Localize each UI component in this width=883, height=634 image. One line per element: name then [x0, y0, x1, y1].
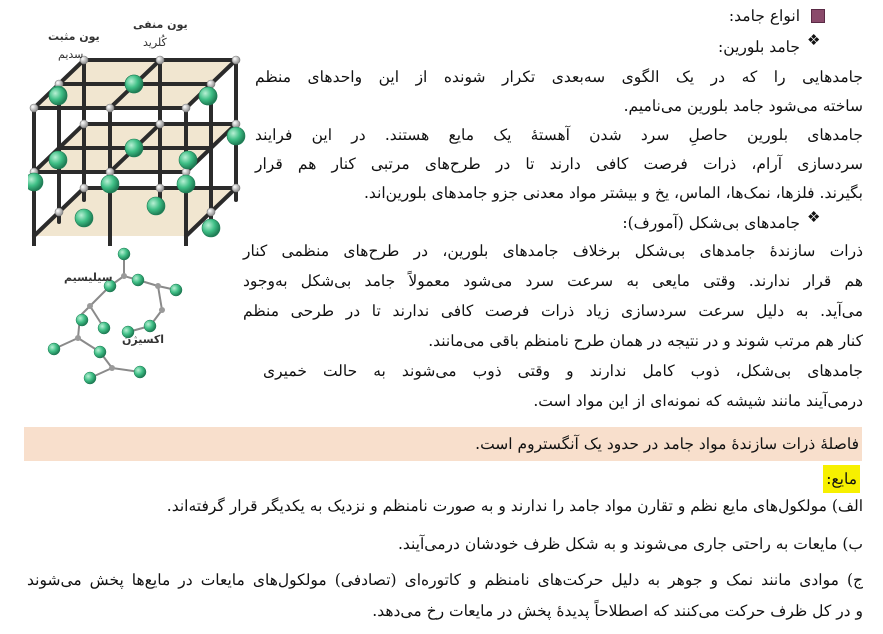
sodium-label: سدیم: [58, 48, 84, 61]
chloride-label: کُلرید: [143, 36, 167, 49]
amorphous-line: کنار هم مرتب شوند و در نتیجه در همان طرح نامنظم باقی می‌مانند.: [428, 332, 863, 350]
amorphous-line: جامدهای بی‌شکل، ذوب کامل ندارند و وقتی ذوب می‌شوند به حالت خمیری: [263, 362, 863, 380]
liquid-line: ب) مایعات به راحتی جاری می‌شوند و به شکل ظرف خودشان درمی‌آیند.: [397, 535, 863, 553]
four-diamond-icon: ❖: [807, 31, 821, 49]
note-text: فاصلهٔ ذرات سازندهٔ مواد جامد در حدود یک آنگستروم است.: [475, 435, 859, 453]
crystalline-line: بگیرند. فلزها، نمک‌ها، الماس، یخ و بیشتر مواد معدنی جزو جامدهای بلورین‌اند.: [364, 184, 863, 202]
liquid-line: و در کل ظرف حرکت می‌کنند که اصطلاحاً پدیدهٔ پخش در مایعات رخ می‌دهد.: [372, 602, 863, 620]
crystalline-line: سردسازی آرام، ذرات فرصت کافی دارند تا در طرح‌های مرتبی کنار هم قرار: [255, 155, 863, 173]
negative-ion-label: یون منفی: [133, 18, 188, 31]
crystalline-line: جامدهای بلورین حاصلِ سرد شدن آهستهٔ یک مایع هستند. در این فرایند: [255, 126, 863, 144]
amorphous-line: درمی‌آیند مانند شیشه که نمونه‌ای از این مواد است.: [533, 392, 863, 410]
silicon-label: سیلیسیم: [64, 271, 113, 284]
positive-ion-label: یون مثبت: [48, 30, 100, 43]
liquid-title: مایع:: [823, 465, 860, 493]
amorphous-glass-figure: [40, 246, 190, 391]
four-diamond-icon: ❖: [807, 208, 821, 226]
crystalline-title: جامد بلورین:: [718, 38, 800, 56]
amorphous-line: می‌آید. به دلیل سرعت سردسازی زیاد ذرات فرصت کافی ندارند تا در طرحی منظم: [243, 302, 863, 320]
amorphous-title: جامدهای بی‌شکل (آمورف):: [622, 214, 800, 232]
crystalline-line: ساخته می‌شود جامد بلورین می‌نامیم.: [623, 97, 863, 115]
square-bullet-icon: [811, 9, 825, 23]
liquid-line: ج) موادی مانند نمک و جوهر به دلیل حرکت‌های نامنظم و کاتوره‌ای (تصادفی) مولکول‌های مایعات در مایع‌ها پخش می‌شوند: [27, 571, 863, 589]
crystalline-line: جامدهایی را که در یک الگوی سه‌بعدی تکرار شونده از این واحدهای منظم: [255, 68, 863, 86]
oxygen-label: اکسیژن: [122, 333, 165, 346]
liquid-line: الف) مولکول‌های مایع نظم و تقارن مواد جامد را ندارند و به صورت نامنظم و نزدیک به یکدیگر قرار گرفته‌اند.: [166, 497, 863, 515]
types-heading: انواع جامد:: [728, 7, 800, 25]
amorphous-line: ذرات سازندهٔ جامدهای بی‌شکل برخلاف جامدهای بلورین، در طرح‌های منظمی کنار: [243, 242, 863, 260]
amorphous-line: هم قرار ندارند. وقتی مایعی به سرعت سرد می‌شود معمولاً جامد بی‌شکل به‌وجود: [243, 272, 863, 290]
